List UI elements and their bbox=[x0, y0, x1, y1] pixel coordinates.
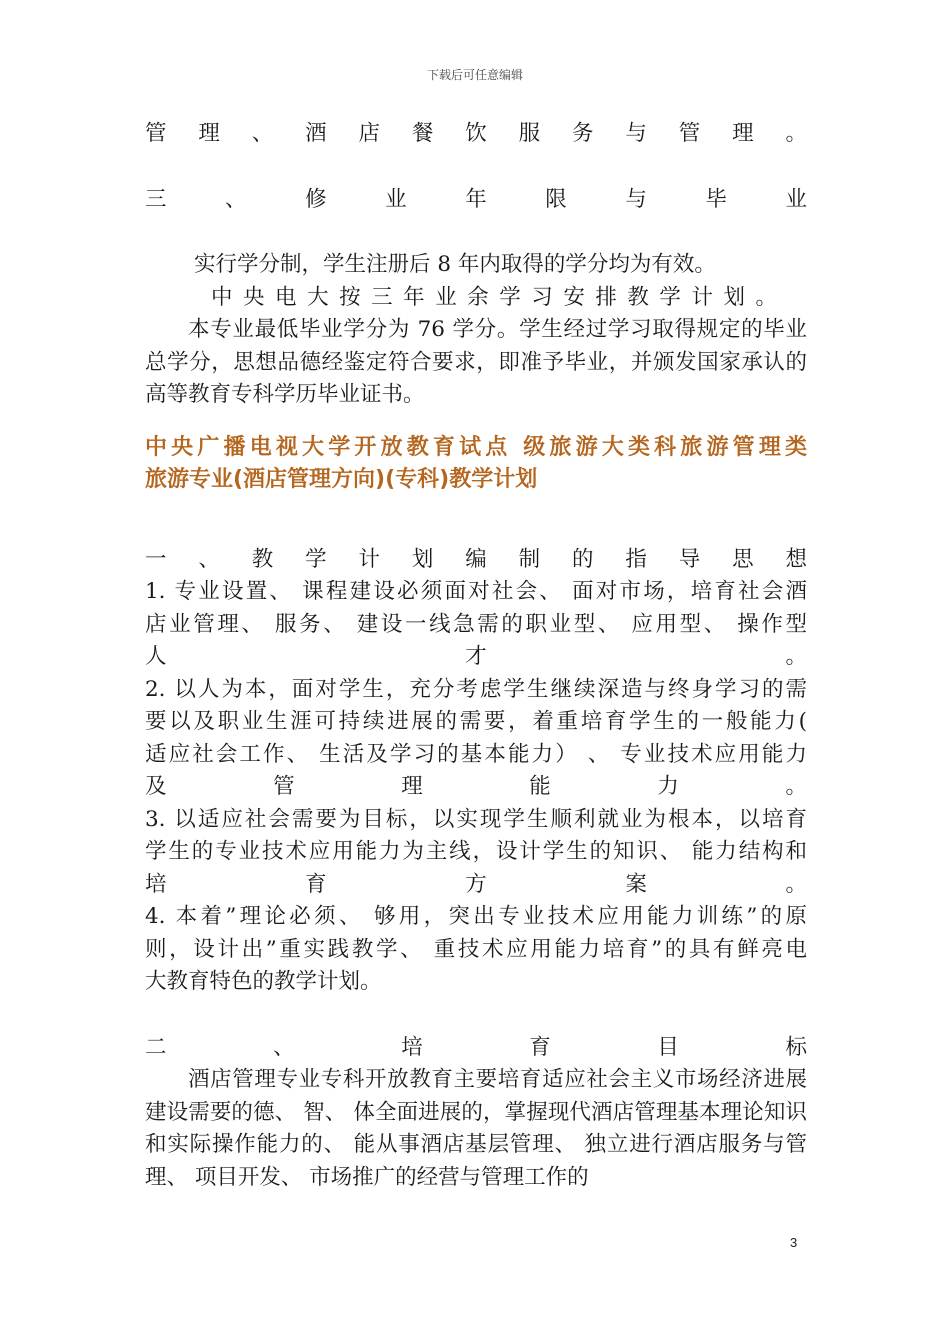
paragraph-training-goal: 酒店管理专业专科开放教育主要培育适应社会主义市场经济进展建设需要的德、 智、 体全面进展的，掌握现代酒店管理基本理论知识和实际操作能力的、 能从事酒店基层管理、 独立进行酒店服务与管理、 项目开发、 市场推广的经营与管理工作的 bbox=[145, 1067, 807, 1190]
section3-heading: 三 、 修 业 年 限 与 毕 业 bbox=[145, 186, 807, 212]
plan-title bbox=[145, 432, 807, 496]
guideline-item-4-line: 4. 本着”理论必须、 够用，突出专业技术应用能力训练”的原 bbox=[145, 904, 807, 929]
guideline-item-3-line: 培 育 方 案 。 bbox=[145, 871, 807, 897]
guideline-item-2-line: 要以及职业生涯可持续进展的需要，着重培育学生的一般能力( bbox=[145, 709, 807, 734]
guideline-item-4-line: 大教育特色的教学计划。 bbox=[145, 969, 382, 994]
guideline-item-1-line: 1. 专业设置、 课程建设必须面对社会、 面对市场，培育社会酒 bbox=[145, 579, 807, 604]
header-note: 下载后可任意编辑 bbox=[426, 68, 523, 82]
guideline-item-2 bbox=[145, 674, 807, 804]
plan-title-line1: 中央广播电视大学开放教育试点 级旅游大类科旅游管理类 bbox=[145, 434, 807, 460]
guideline-item-3-line: 学生的专业技术应用能力为主线，设计学生的知识、 能力结构和 bbox=[145, 839, 807, 864]
guideline-item-4 bbox=[145, 901, 807, 999]
paragraph-graduation: 本专业最低毕业学分为 76 学分。学生经过学习取得规定的毕业总学分，思想品德经鉴定符合要求，即准予毕业，并颁发国家承认的高等教育专科学历毕业证书。 bbox=[145, 317, 807, 407]
guideline-item-2-line: 及 管 理 能 力 。 bbox=[145, 774, 807, 799]
paragraph-credit-system: 实行学分制，学生注册后 8 年内取得的学分均为有效。 bbox=[194, 252, 716, 277]
page-number: 3 bbox=[790, 1235, 798, 1250]
plan-title-line2: 旅游专业(酒店管理方向)(专科)教学计划 bbox=[145, 466, 538, 492]
course-list-tail: 管 理 、 酒 店 餐 饮 服 务 与 管 理 。 bbox=[145, 121, 807, 146]
guideline-item-2-line: 适应社会工作、 生活及学习的基本能力） 、 专业技术应用能力 bbox=[145, 741, 807, 767]
guideline-item-1-line: 人 才 。 bbox=[145, 644, 807, 669]
guideline-item-1 bbox=[145, 576, 807, 674]
section1-heading: 一 、 教 学 计 划 编 制 的 指 导 思 想 bbox=[145, 546, 807, 572]
guideline-item-3-line: 3. 以适应社会需要为目标，以实现学生顺利就业为根本，以培育 bbox=[145, 806, 807, 832]
guideline-item-3 bbox=[145, 804, 807, 902]
document-body bbox=[145, 118, 807, 1194]
guideline-item-1-line: 店业管理、 服务、 建设一线急需的职业型、 应用型、 操作型 bbox=[145, 611, 807, 637]
guideline-item-4-line: 则，设计出”重实践教学、 重技术应用能力培育”的具有鲜亮电 bbox=[145, 936, 807, 962]
paragraph-three-year-plan: 中 央 电 大 按 三 年 业 余 学 习 安 排 教 学 计 划 。 bbox=[211, 284, 777, 310]
guideline-item-2-line: 2. 以人为本，面对学生，充分考虑学生继续深造与终身学习的需 bbox=[145, 676, 807, 702]
section2-heading: 二 、 培 育 目 标 bbox=[145, 1034, 807, 1060]
